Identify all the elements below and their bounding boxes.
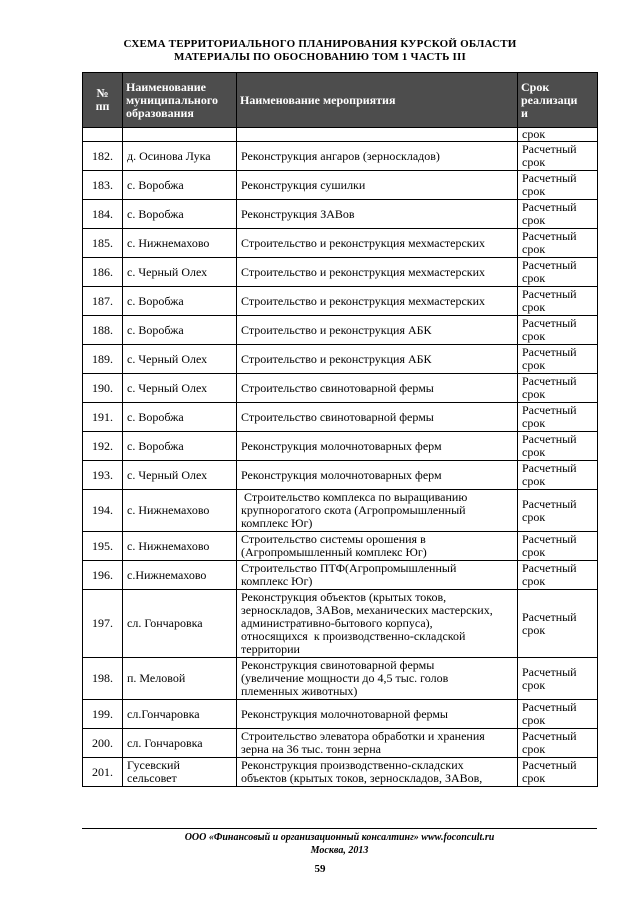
table-row	[83, 374, 598, 403]
table-row	[83, 658, 598, 700]
term-line: срок	[522, 184, 546, 198]
term-line: Расчетный	[522, 142, 577, 156]
column-header-measure	[237, 73, 518, 128]
term-cell	[518, 658, 598, 700]
term-cell	[518, 561, 598, 590]
measure-line: Реконструкция молочнотоварной фермы	[241, 706, 448, 721]
measure-line: Строительство комплекса по выращиванию	[241, 490, 468, 504]
measure-line: объектов (крытых токов, зерноскладов, ЗАВов,	[241, 771, 483, 785]
measure-cell	[237, 490, 518, 532]
term-line: срок	[522, 545, 546, 559]
term-cell	[518, 590, 598, 658]
term-line: Расчетный	[522, 758, 577, 772]
measure-cell	[237, 561, 518, 590]
page-footer	[82, 828, 597, 857]
row-number-cell: 200.	[83, 729, 123, 758]
term-cell	[518, 461, 598, 490]
measure-line: комплекс Юг)	[241, 574, 313, 588]
continuation-row	[83, 128, 598, 142]
municipality-cell: с. Воробжа	[123, 200, 237, 229]
term-line: Расчетный	[522, 461, 577, 475]
column-header-municipality	[123, 73, 237, 128]
municipality-cell: сл.Гончаровка	[123, 700, 237, 729]
term-line: срок	[522, 358, 546, 372]
measure-cell	[237, 258, 518, 287]
measure-cell	[237, 374, 518, 403]
term-line: срок	[522, 271, 546, 285]
term-cell	[518, 345, 598, 374]
row-number-cell: 197.	[83, 590, 123, 658]
municipality-cell: с. Воробжа	[123, 287, 237, 316]
footer-company: ООО «Финансовый и организационный консалтинг» www.foconcult.ru	[184, 832, 495, 843]
table-row	[83, 432, 598, 461]
term-line: срок	[522, 677, 546, 692]
table-row	[83, 171, 598, 200]
municipality-cell: с. Черный Олех	[123, 374, 237, 403]
table-row	[83, 287, 598, 316]
municipality-cell: с. Воробжа	[123, 171, 237, 200]
column-header-municipality-line: муниципального	[126, 92, 218, 107]
term-line: Расчетный	[522, 171, 577, 185]
row-number-cell: 190.	[83, 374, 123, 403]
term-cell	[518, 532, 598, 561]
column-header-municipality-line: образования	[126, 105, 194, 120]
term-cell	[518, 432, 598, 461]
term-line: срок	[522, 445, 546, 459]
measure-line: Реконструкция ангаров (зерноскладов)	[241, 148, 440, 163]
table-cell	[83, 128, 123, 142]
measure-cell	[237, 171, 518, 200]
measure-line: Реконструкция производственно-складских	[241, 758, 464, 772]
term-line: Расчетный	[522, 403, 577, 417]
municipality-cell: сл. Гончаровка	[123, 729, 237, 758]
term-line: Расчетный	[522, 664, 577, 679]
measure-cell	[237, 758, 518, 787]
measure-line: Строительство элеватора обработки и хранения	[241, 729, 485, 743]
table-row	[83, 229, 598, 258]
term-line: срок	[522, 416, 546, 430]
measure-line: Строительство ПТФ(Агропромышленный	[241, 561, 457, 575]
term-cell	[518, 374, 598, 403]
term-line: срок	[522, 387, 546, 401]
term-cell	[518, 171, 598, 200]
row-number-cell: 183.	[83, 171, 123, 200]
table-row	[83, 561, 598, 590]
measure-cell	[237, 403, 518, 432]
term-line: срок	[522, 713, 546, 727]
measure-line: Реконструкция объектов (крытых токов,	[241, 590, 447, 604]
row-number-cell: 199.	[83, 700, 123, 729]
municipality-cell: с. Черный Олех	[123, 461, 237, 490]
municipality-cell: п. Меловой	[123, 658, 237, 700]
measure-line: Реконструкция молочнотоварных ферм	[241, 438, 442, 453]
measure-cell	[237, 345, 518, 374]
table-cell	[123, 128, 237, 142]
measure-cell	[237, 316, 518, 345]
term-line: срок	[522, 242, 546, 256]
term-line: Расчетный	[522, 200, 577, 214]
term-cell	[518, 142, 598, 171]
measure-line: Реконструкция сушилки	[241, 177, 366, 192]
term-line: Расчетный	[522, 374, 577, 388]
column-header-measure-text: Наименование мероприятия	[240, 92, 396, 107]
term-line: Расчетный	[522, 316, 577, 330]
table-row	[83, 590, 598, 658]
table-row	[83, 142, 598, 171]
measure-line: относящихся к производственно-складской	[241, 629, 466, 643]
measure-cell	[237, 142, 518, 171]
column-header-term-line: Срок	[521, 79, 550, 94]
term-line: Расчетный	[522, 700, 577, 714]
term-line: срок	[522, 771, 546, 785]
page-number: 59	[314, 863, 326, 875]
column-header-number-line: пп	[95, 99, 110, 113]
column-header-term	[518, 73, 598, 128]
term-cell	[518, 200, 598, 229]
term-line: Расчетный	[522, 496, 577, 511]
municipality-cell: Гусевский сельсовет	[123, 758, 237, 787]
term-line: Расчетный	[522, 229, 577, 243]
municipality-cell: сл. Гончаровка	[123, 590, 237, 658]
measure-cell	[237, 532, 518, 561]
measure-line: Строительство и реконструкция мехмастерских	[241, 293, 486, 308]
table-header-row	[83, 73, 598, 128]
document-header	[0, 38, 640, 64]
measures-table	[82, 72, 598, 787]
footer-divider	[82, 828, 597, 829]
table-row	[83, 461, 598, 490]
term-line: Расчетный	[522, 345, 577, 359]
term-cell	[518, 229, 598, 258]
column-header-number-line: №	[96, 86, 109, 100]
measure-line: племенных животных)	[241, 684, 358, 698]
measure-line: Реконструкция свинотоварной фермы	[241, 658, 435, 672]
row-number-cell: 192.	[83, 432, 123, 461]
row-number-cell: 185.	[83, 229, 123, 258]
measure-cell	[237, 658, 518, 700]
term-line: срок	[522, 213, 546, 227]
municipality-cell: д. Осинова Лука	[123, 142, 237, 171]
row-number-cell: 191.	[83, 403, 123, 432]
term-cell	[518, 758, 598, 787]
measure-line: административно-бытового корпуса),	[241, 616, 433, 630]
term-line: срок	[522, 474, 546, 488]
municipality-cell: с. Черный Олех	[123, 258, 237, 287]
document-title: СХЕМА ТЕРРИТОРИАЛЬНОГО ПЛАНИРОВАНИЯ КУРСКОЙ ОБЛАСТИ	[123, 38, 517, 50]
term-line: срок	[522, 622, 546, 637]
row-number-cell: 193.	[83, 461, 123, 490]
measure-line: зерноскладов, ЗАВов, механических мастерских,	[241, 603, 493, 617]
measure-line: Строительство и реконструкция АБК	[241, 322, 432, 337]
municipality-cell: с. Нижнемахово	[123, 532, 237, 561]
term-cell: срок	[518, 128, 598, 142]
row-number-cell: 194.	[83, 490, 123, 532]
term-cell	[518, 729, 598, 758]
term-cell	[518, 403, 598, 432]
table-row	[83, 490, 598, 532]
term-cell	[518, 316, 598, 345]
term-line: срок	[522, 742, 546, 756]
term-line: Расчетный	[522, 432, 577, 446]
term-line: срок	[522, 574, 546, 588]
row-number-cell: 184.	[83, 200, 123, 229]
row-number-cell: 187.	[83, 287, 123, 316]
measure-line: Строительство системы орошения в	[241, 532, 426, 546]
measure-cell	[237, 200, 518, 229]
term-cell	[518, 287, 598, 316]
measure-line: зерна на 36 тыс. тонн зерна	[241, 742, 381, 756]
term-line: Расчетный	[522, 258, 577, 272]
table-row	[83, 758, 598, 787]
municipality-cell: с. Воробжа	[123, 432, 237, 461]
table-row	[83, 258, 598, 287]
measure-cell	[237, 590, 518, 658]
measure-line: крупнорогатого скота (Агропромышленный	[241, 503, 466, 517]
column-header-term-line: реализаци	[521, 92, 578, 107]
row-number-cell: 188.	[83, 316, 123, 345]
municipality-cell: с.Нижнемахово	[123, 561, 237, 590]
municipality-cell: с. Воробжа	[123, 403, 237, 432]
measure-cell	[237, 700, 518, 729]
document-subtitle: МАТЕРИАЛЫ ПО ОБОСНОВАНИЮ ТОМ 1 ЧАСТЬ III	[174, 51, 466, 63]
measure-line: Реконструкция молочнотоварных ферм	[241, 467, 442, 482]
table-row	[83, 532, 598, 561]
row-number-cell: 189.	[83, 345, 123, 374]
term-line: срок	[522, 300, 546, 314]
column-header-municipality-line: Наименование	[126, 79, 206, 94]
measure-cell	[237, 461, 518, 490]
term-line: срок	[522, 329, 546, 343]
row-number-cell: 182.	[83, 142, 123, 171]
term-cell	[518, 258, 598, 287]
municipality-cell: с. Воробжа	[123, 316, 237, 345]
column-header-term-line: и	[521, 105, 528, 120]
table-row	[83, 316, 598, 345]
measure-cell	[237, 287, 518, 316]
column-header-number	[83, 73, 123, 128]
measure-line: Строительство свинотоварной фермы	[241, 409, 434, 424]
row-number-cell: 195.	[83, 532, 123, 561]
measure-line: (Агропромышленный комплекс Юг)	[241, 545, 427, 559]
municipality-cell: с. Нижнемахово	[123, 490, 237, 532]
row-number-cell: 196.	[83, 561, 123, 590]
footer-city: Москва, 2013	[310, 845, 369, 856]
term-cell	[518, 700, 598, 729]
measure-cell	[237, 229, 518, 258]
term-line: срок	[522, 155, 546, 169]
table-row	[83, 403, 598, 432]
municipality-cell: с. Нижнемахово	[123, 229, 237, 258]
table-row	[83, 345, 598, 374]
term-line: Расчетный	[522, 561, 577, 575]
row-number-cell: 198.	[83, 658, 123, 700]
term-line: Расчетный	[522, 729, 577, 743]
row-number-cell: 186.	[83, 258, 123, 287]
table-row	[83, 700, 598, 729]
term-line: срок	[522, 509, 546, 524]
table-row	[83, 200, 598, 229]
measure-line: (увеличение мощности до 4,5 тыс. голов	[241, 671, 449, 685]
term-line: Расчетный	[522, 287, 577, 301]
municipality-cell: с. Черный Олех	[123, 345, 237, 374]
measure-line: комплекс Юг)	[241, 516, 313, 530]
term-cell	[518, 490, 598, 532]
measure-cell	[237, 432, 518, 461]
measure-cell	[237, 729, 518, 758]
term-line: Расчетный	[522, 609, 577, 624]
table-row	[83, 729, 598, 758]
row-number-cell: 201.	[83, 758, 123, 787]
measure-line: Строительство и реконструкция мехмастерских	[241, 264, 486, 279]
measure-line: Строительство свинотоварной фермы	[241, 380, 434, 395]
measure-line: Реконструкция ЗАВов	[241, 206, 355, 221]
measure-line: Строительство и реконструкция мехмастерских	[241, 235, 486, 250]
measure-line: Строительство и реконструкция АБК	[241, 351, 432, 366]
measure-line: территории	[241, 642, 300, 656]
table-cell	[237, 128, 518, 142]
term-line: Расчетный	[522, 532, 577, 546]
